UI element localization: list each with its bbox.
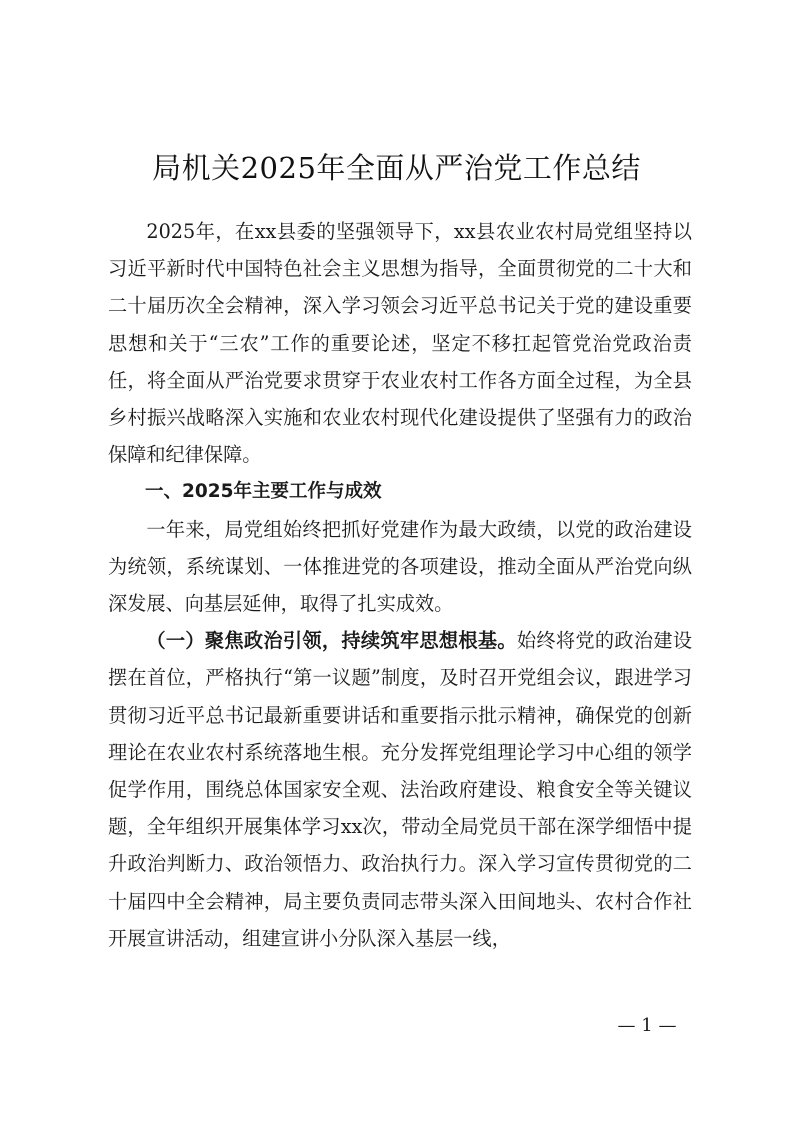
- document-title: 局机关2025年全面从严治党工作总结: [152, 151, 641, 185]
- section-paragraph: 一年来，局党组始终把抓好党建作为最大政绩，以党的政治建设为统领，系统谋划、一体推进党的各项建设，推动全面从严治党向纵深发展、向基层延伸，取得了扎实成效。: [108, 517, 692, 616]
- page-number: — 1 —: [617, 1015, 677, 1036]
- intro-paragraph: 2025年，在xx县委的坚强领导下，xx县农业农村局党组坚持以习近平新时代中国特色社会主义思想为指导，全面贯彻党的二十大和二十届历次全会精神，深入学习领会习近平总书记关于党的建设重要思想和关于“三农”工作的重要论述，坚定不移扛起管党治党政治责任，将全面从严治党要求贯穿于农业农村工作各方面全过程，为全县乡村振兴战略深入实施和农业农村现代化建设提供了坚强有力的政治保障和纪律保障。: [108, 220, 692, 467]
- section-heading: 一、2025年主要工作与成效: [145, 481, 382, 503]
- item-lead: （一）聚焦政治引领，持续筑牢思想根基。: [146, 629, 517, 653]
- document-body: [108, 213, 692, 957]
- item-text: 始终将党的政治建设摆在首位，严格执行“第一议题”制度，及时召开党组会议，跟进学习贯彻习近平总书记最新重要讲话和重要指示批示精神，确保党的创新理论在农业农村系统落地生根。充分发挥党组理论学习中心组的领学促学作用，围绕总体国家安全观、法治政府建设、粮食安全等关键议题，全年组织开展集体学习xx次，带动全局党员干部在深学细悟中提升政治判断力、政治领悟力、政治执行力。深入学习宣传贯彻党的二十届四中全会精神，局主要负责同志带头深入田间地头、农村合作社开展宣讲活动，组建宣讲小分队深入基层一线，: [108, 629, 693, 950]
- item-paragraph: [108, 622, 692, 957]
